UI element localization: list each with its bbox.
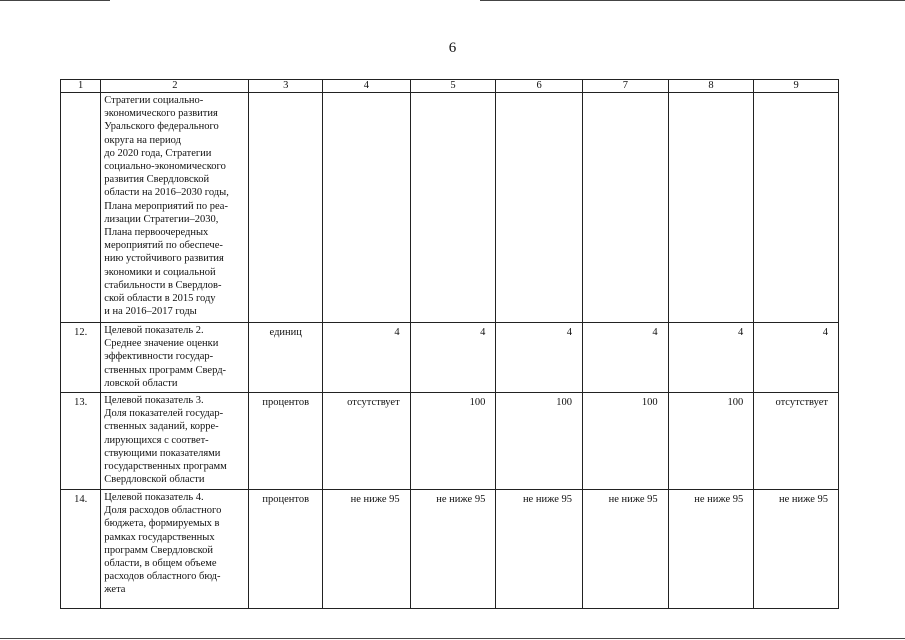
- row-value: 100: [496, 393, 583, 490]
- row-value: 4: [323, 323, 411, 393]
- row-value: 100: [668, 393, 754, 490]
- scan-edge-top-left: [0, 0, 110, 1]
- row-value: 4: [582, 323, 668, 393]
- row-value: 4: [668, 323, 754, 393]
- table-row: [61, 93, 839, 323]
- row-value: не ниже 95: [323, 490, 411, 609]
- column-number: 1: [61, 80, 101, 93]
- column-number: 4: [323, 80, 411, 93]
- page-number: 6: [448, 40, 457, 56]
- row-value: отсутствует: [323, 393, 411, 490]
- row-unit: единиц: [249, 323, 323, 393]
- scan-edge-top-right: [480, 0, 905, 1]
- table-row: [61, 490, 839, 609]
- row-value: [496, 93, 583, 323]
- column-number: 9: [754, 80, 839, 93]
- row-value: не ниже 95: [754, 490, 839, 609]
- row-value: не ниже 95: [582, 490, 668, 609]
- row-value: не ниже 95: [668, 490, 754, 609]
- table-row: [61, 323, 839, 393]
- row-value: 4: [496, 323, 583, 393]
- column-number: 8: [668, 80, 754, 93]
- column-number: 6: [496, 80, 583, 93]
- row-name: Целевой показатель 2. Среднее значение оценки эффективности государ- ственных программ Сверд- ловской области: [101, 323, 249, 393]
- indicators-table: [60, 79, 839, 609]
- row-value: не ниже 95: [410, 490, 496, 609]
- row-value: 4: [754, 323, 839, 393]
- row-value: [323, 93, 411, 323]
- row-value: не ниже 95: [496, 490, 583, 609]
- row-name: Стратегии социально- экономического развития Уральского федерального округа на период до 2020 года, Стратегии социально-экономического развития Свердловской области на 2016–2030 годы, Плана мероприятий по реа- лизации Стратегии–2030, Плана первоочередных мероприятий по обеспече- нию устойчивого развития экономики и социальной стабильности в Свердлов- ской области в 2015 году и на 2016–2017 годы: [101, 93, 249, 323]
- row-unit: процентов: [249, 393, 323, 490]
- row-value: 4: [410, 323, 496, 393]
- row-value: 100: [582, 393, 668, 490]
- table-row: [61, 393, 839, 490]
- row-value: [410, 93, 496, 323]
- row-number: [61, 93, 101, 323]
- row-unit: [249, 93, 323, 323]
- row-value: [754, 93, 839, 323]
- scan-edge-bottom: [0, 638, 905, 639]
- column-number-row: [61, 80, 839, 93]
- row-number: 12.: [61, 323, 101, 393]
- row-value: отсутствует: [754, 393, 839, 490]
- row-unit: процентов: [249, 490, 323, 609]
- column-number: 2: [101, 80, 249, 93]
- row-value: [668, 93, 754, 323]
- column-number: 7: [582, 80, 668, 93]
- row-value: [582, 93, 668, 323]
- column-number: 5: [410, 80, 496, 93]
- row-name: Целевой показатель 4. Доля расходов областного бюджета, формируемых в рамках государственных программ Свердловской области, в общем объеме расходов областного бюд- жета: [101, 490, 249, 609]
- row-value: 100: [410, 393, 496, 490]
- row-number: 14.: [61, 490, 101, 609]
- row-number: 13.: [61, 393, 101, 490]
- row-name: Целевой показатель 3. Доля показателей государ- ственных заданий, корре- лирующихся с соответ- ствующими показателями государственных программ Свердловской области: [101, 393, 249, 490]
- column-number: 3: [249, 80, 323, 93]
